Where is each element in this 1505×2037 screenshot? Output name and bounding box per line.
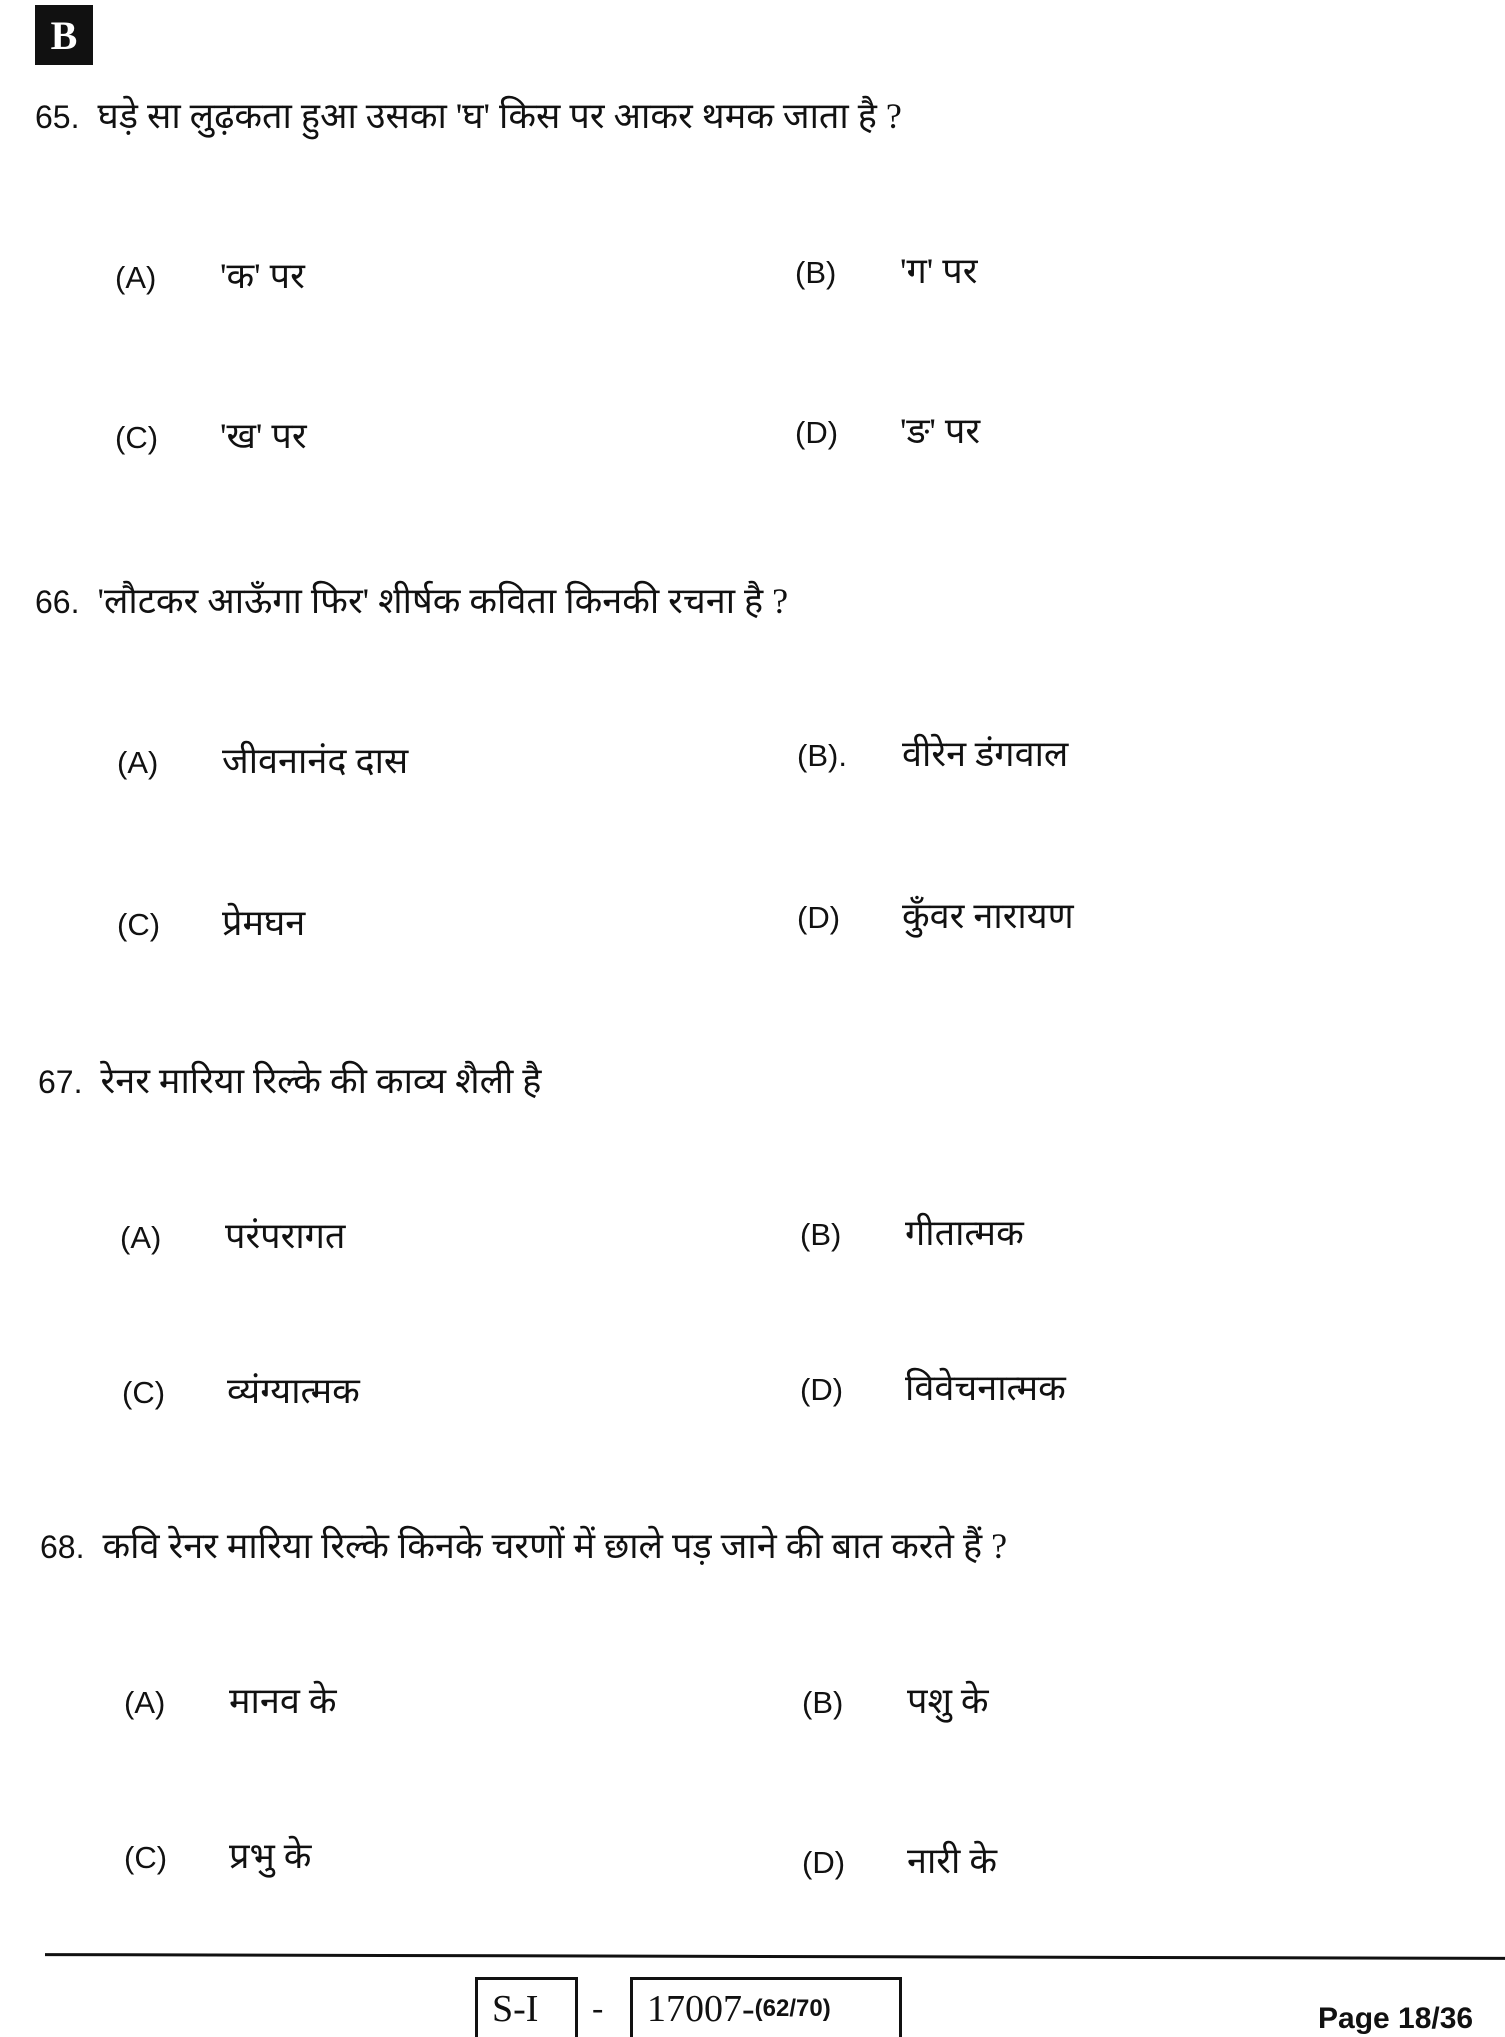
option-b [797,728,1068,777]
option-text: प्रभु के [229,1836,312,1876]
option-label: (B) [795,255,837,290]
option-text: प्रेमघन [222,903,306,943]
option-c [124,1830,311,1879]
option-c [117,897,305,946]
option-text: जीवनानंद दास [222,741,409,781]
option-c [115,410,307,459]
option-text: 'क' पर [220,256,305,296]
question-text [38,1055,541,1104]
footer-divider [45,1953,1505,1960]
option-text: 'ङ' पर [900,411,981,451]
option-a [115,250,305,299]
option-text: व्यंग्यात्मक [227,1371,360,1411]
question-text [35,575,788,624]
option-text: गीतात्मक [905,1213,1024,1253]
option-label: (C) [124,1840,168,1875]
option-b [800,1207,1024,1256]
option-c [122,1365,360,1414]
option-label: (C) [117,907,161,942]
option-d [795,405,980,454]
paper-code-box [630,1977,902,2037]
option-a [124,1675,337,1724]
option-label: (B) [800,1217,842,1252]
question-stem: घड़े सा लुढ़कता हुआ उसका 'घ' किस पर आकर थमक जाता है ? [97,96,902,136]
option-text: पशु के [907,1681,989,1721]
option-b [802,1675,989,1724]
option-d [802,1835,997,1884]
option-text: परंपरागत [225,1216,346,1256]
question-text [35,90,902,139]
question-stem: रेनर मारिया रिल्के की काव्य शैली है [100,1061,542,1101]
option-a [120,1210,345,1259]
option-label: (A) [115,260,157,295]
option-label: (C) [115,420,159,455]
option-d [800,1362,1066,1411]
question-number: 67. [38,1064,83,1100]
option-label: (D) [797,900,841,935]
option-text: नारी के [907,1841,998,1881]
series-code: S-I [492,1987,539,2030]
option-label: (B). [797,738,847,773]
question-number: 66. [35,584,80,620]
option-label: (C) [122,1375,166,1410]
option-b [795,245,977,294]
question-text [40,1520,1007,1569]
option-label: (D) [795,415,839,450]
option-a [117,735,408,784]
option-label: (A) [120,1220,162,1255]
question-stem: 'लौटकर आऊँगा फिर' शीर्षक कविता किनकी रचना है ? [97,581,789,621]
option-text: वीरेन डंगवाल [902,734,1069,774]
series-box [475,1977,578,2037]
option-label: (D) [802,1845,846,1880]
question-stem: कवि रेनर मारिया रिल्के किनके चरणों में छाले पड़ जाने की बात करते हैं ? [102,1526,1008,1566]
option-label: (A) [117,745,159,780]
question-number: 68. [40,1529,85,1565]
option-label: (D) [800,1372,844,1407]
option-text: मानव के [229,1681,337,1721]
option-text: विवेचनात्मक [905,1368,1066,1408]
option-d [797,890,1074,939]
page-number: Page 18/36 [1318,2002,1474,2035]
option-text: कुँवर नारायण [902,896,1074,936]
option-label: (B) [802,1685,844,1720]
footer-separator: - [592,1990,604,2027]
paper-code-sub: (62/70) [754,1994,831,2022]
option-text: 'ग' पर [900,251,978,291]
option-label: (A) [124,1685,166,1720]
paper-code: 17007- [647,1987,755,2030]
option-text: 'ख' पर [220,416,307,456]
set-badge: B [35,5,93,65]
question-number: 65. [35,99,80,135]
